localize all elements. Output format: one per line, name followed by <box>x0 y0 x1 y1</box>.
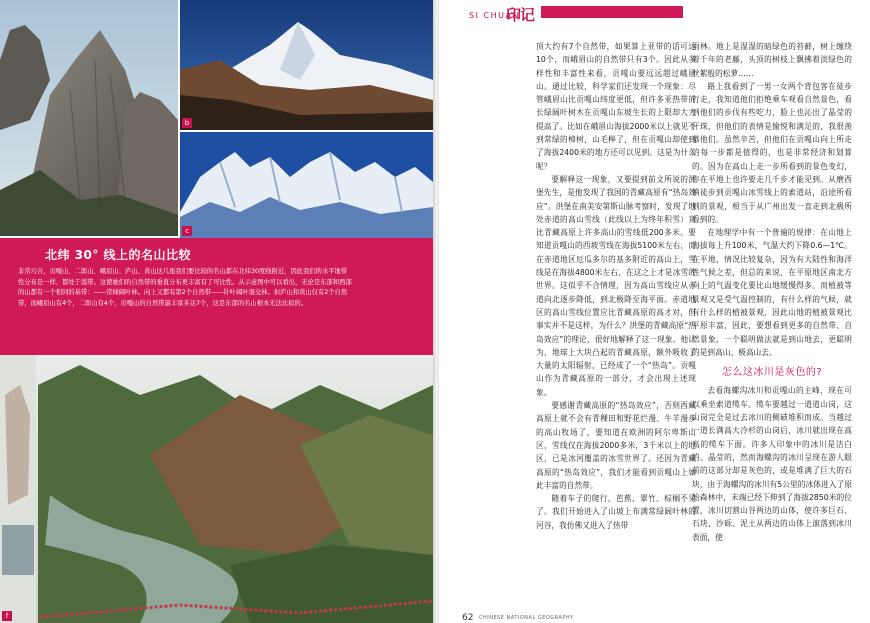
paragraph: 去看海螺沟冰川和贡嘎山的主峰，现在可以乘坐索道缆车。缆车要越过一道道山岗，这山岗完全是过去冰川的侧碛堆积而成。当越过一道长满高大冷杉的山岗后，冰川就出现在高高的缆车下面。许多人印象中的冰川是洁白的、晶莹的，然而海螺沟的冰川呈现在游人眼前的这部分却是灰色的，或是堆满了巨大的石块，由于海螺沟的冰川有5公里的冰体进入了原始森林中，末端已经下伸到了海拔2850米的位置，冰川切割山谷两边的山体，使许多巨石、石块、沙砾、泥土从两边的山体上滚落到冰川表面，使 <box>692 386 852 542</box>
text-column-1 <box>536 40 696 532</box>
header-logo: 印记 <box>506 6 535 24</box>
right-page <box>439 0 870 623</box>
header-bar <box>541 6 683 18</box>
paragraph: 在地理学中有一个普遍的规律：在山地上海拔每上升100米，气温大约下降0.6—1℃。在平地，情况比较复杂，因为有大陆性和海洋性气候之差，但总的来说，在平原地区南北方向上的气温变化要比山地缓慢得多。而植被等景观又是受气温控制的，有什么样的气候，就有什么样的植被景观，因此山地的植被景观比平原丰富，因此，要想看到更多的自然带、自然景象，一个聪明做法就是到山地去，更聪明的是到高山、极高山去。 <box>692 228 852 357</box>
paragraph: 要解释这一现象，又要提到前文所说的洪堡先生，是他发现了我国的青藏高原有“热岛效应”。洪堡在南美安第斯山脉考察时，发现了地处赤道的高山雪线（此线以上为终年积雪）竟比青藏高原上许多高山的雪线低200多米。要知道贡嘎山的西坡雪线在海拔5100米左右，而在赤道地区厄瓜多尔的基多附近的高山上，雪线是在海拔4800米左右，在这之上才是冰雪的世界。这似乎不合情理，因为高山雪线应从赤道向北逐步降低，到北极降至海平面。赤道地区的高山雪线位置应比青藏高原的高才对，但事实并不是这样，为什么？洪堡的青藏高原“热岛效应”的理论，很好地解释了这一现象。他认为，地球上大块凸起的青藏高原，额外吸收了大量的太阳辐射，已经成了一个“热岛”。贡嘎山作为青藏高原的一部分，才会出现上述现象。 <box>536 174 696 397</box>
photo-label-c: c <box>182 226 192 236</box>
peak-cliff-photo <box>0 0 178 236</box>
paragraph: 顶大约有7个自然带，如果算上亚带的话可达10个，而峨眉山的自然带只有3个。因此从多样性和丰富性来看，贡嘎山要远远超过峨眉山。通过比较，科学家们还发现一个现象：尽管峨眉山比贡嘎山纬度更低，但许多亚热带的长绿阔叶树木在贡嘎山东坡生长的上限却大大提高了。比如在峨眉山海拔2000米以上就见不到常绿的樟树，山毛榉了，但在贡嘎山却使到了海拔2400米的地方还可以见到。这是为什么呢？ <box>536 42 696 171</box>
info-box-title: 北纬 30° 线上的名山比较 <box>45 248 192 262</box>
left-page <box>0 0 433 623</box>
river-valley-photo <box>0 355 433 623</box>
paragraph: 要感谢青藏高原的“热岛效应”，否则西藏高原上就不会有青稞田和野花烂漫、牛羊漫步的高山牧场了，要知道在欧洲的阿尔卑斯山区，雪线仅在海拔2000多米，3千米以上的地区，已是冰河覆盖的冰雪世界了。还因为青藏高原的“热岛效应”，我们才能看到贡嘎山上如此丰富的自然带。 <box>536 401 696 490</box>
snow-range-photo <box>180 132 433 238</box>
paragraph: 随着车子的爬行，芭蕉、翠竹、棕榈不见了。我们开始进入了山坡上布满常绿阔叶林的河谷，我仿佛又进入了热带 <box>536 494 696 530</box>
paragraph: 雨林。地上是湿湿的暗绿色的苔藓，树上缠绕着千年的老藤，头顶的树枝上飘拂着淡绿色的丝絮般的松萝…… <box>692 42 852 78</box>
section-heading: 怎么这冰川是灰色的? <box>721 367 823 379</box>
page-number: 62 <box>462 613 474 623</box>
photo-label-b: b <box>182 118 192 128</box>
footer-magazine-name: CHINESE NATIONAL GEOGRAPHY <box>479 615 574 621</box>
photo-label-f: f <box>2 611 12 621</box>
header-bar-end <box>683 6 686 18</box>
info-box <box>0 238 433 355</box>
paragraph: 路上我看到了一男一女两个背包客在徒步行走，我知道他们拒绝乘车观看自然景色，看到他们的步伐有些吃力，脸上也沁出了晶莹的汗珠，但他们的表情是愉悦和满足的，我很羡慕他们。虽然辛苦，但他们在贡嘎山向上所走的每一步都是值得的，也是非常经济和划算的。因为在高山上走一步所看到的景色变幻，你在平地上也许要走几千步才能见到。从磨西镇徒步到贡嘎山冰雪线上的索道站，沿途所看到的景观，相当于从广州出发一直走到北极所看到的。 <box>692 81 852 224</box>
text-column-2 <box>692 40 852 544</box>
snow-peak-photo <box>180 0 433 130</box>
header-label: SI CHUAN <box>469 11 520 20</box>
info-box-body: 非常巧合，贡嘎山、二郎山、峨眉山、庐山、黄山这几座我们要比较的名山都在北纬30度线附近，因此我们的水平地带性分布是一样、都处于温带。这使她们的自然带的垂直分布更丰富有了可比性。从示意图中可以看出，无论是东部和西部的山都有一个相同的基带：——常绿阔叶林。向上又都有第2个自然带——针叶阔叶混交林。但庐山和黄山仅有2个自然带，而峨眉山有4个，二郎山有4个，贡嘎山的自然带最丰富多达7个，这是东部的名山根本无法比拟的。 <box>18 268 352 308</box>
